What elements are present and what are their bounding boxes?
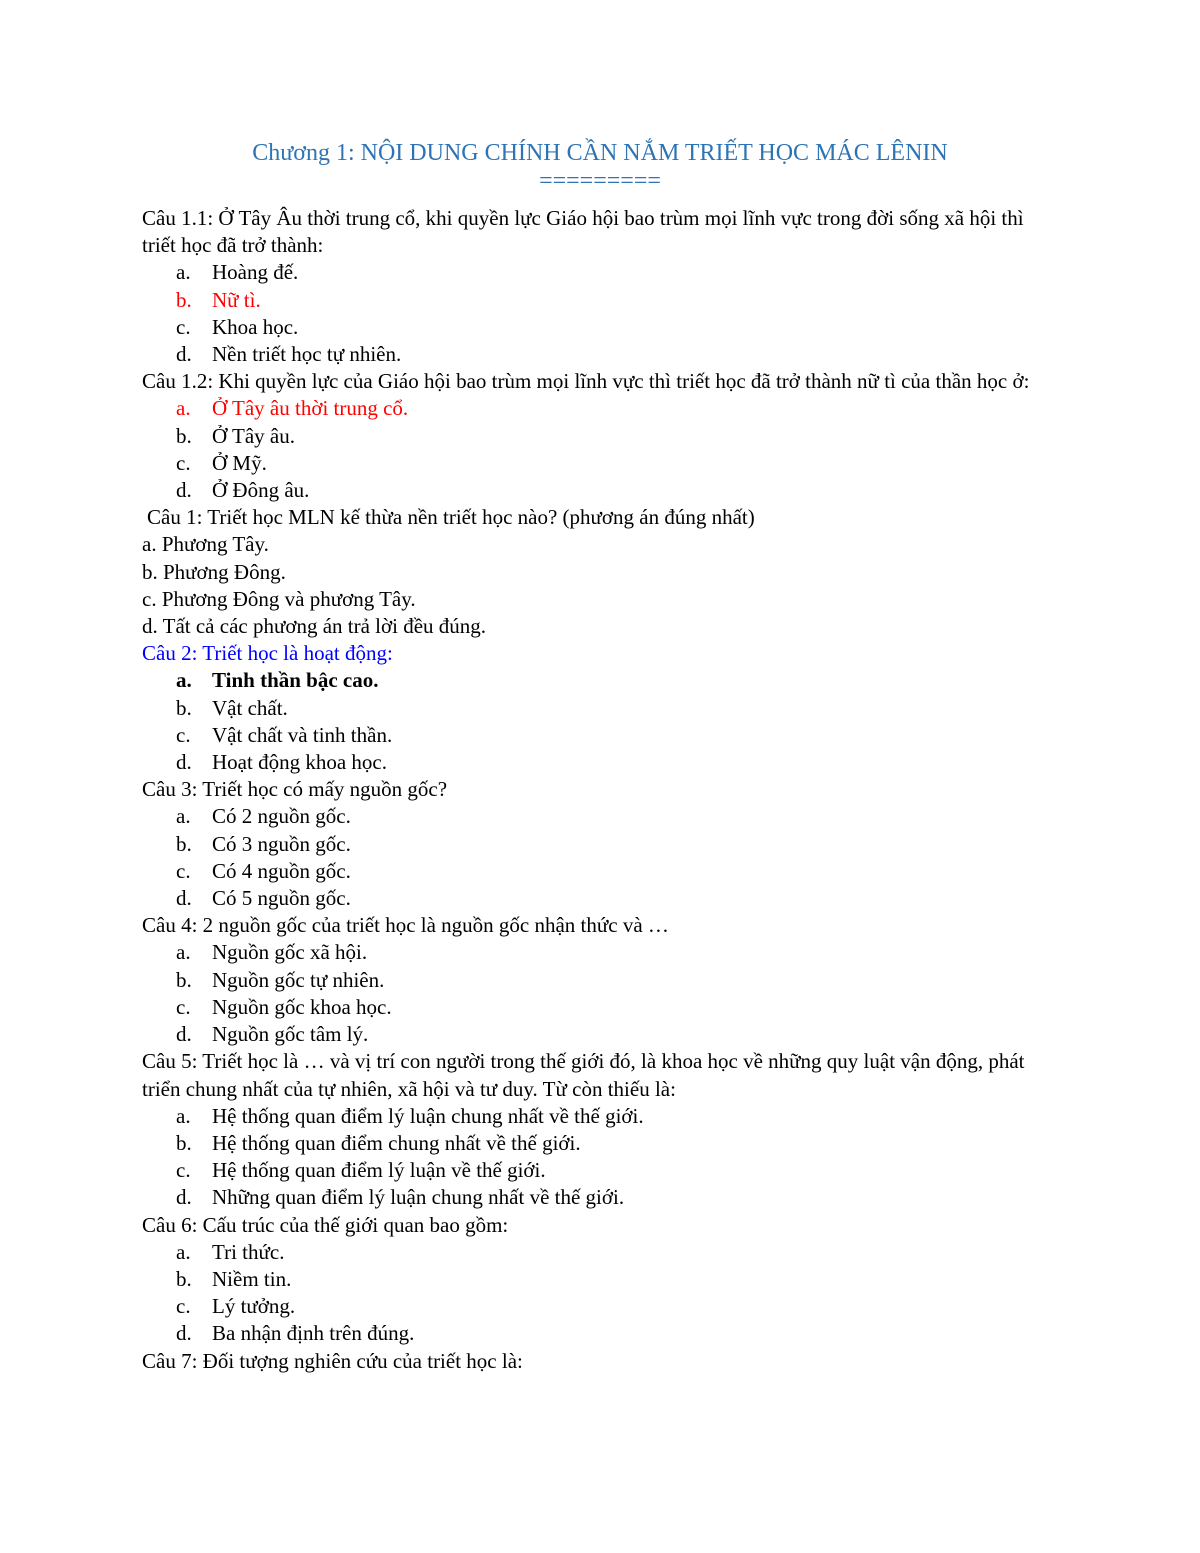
option-text: Nguồn gốc xã hội.: [212, 940, 368, 965]
question-1-2: Câu 1.2: Khi quyền lực của Giáo hội bao trùm mọi lĩnh vực thì triết học đã trở thành nữ tì của thần học ở:: [142, 369, 1030, 394]
option-letter: d.: [176, 478, 192, 503]
question-3: Câu 3: Triết học có mấy nguồn gốc?: [142, 777, 448, 802]
option-text: Ba nhận định trên đúng.: [212, 1321, 415, 1346]
option-text: Nguồn gốc tâm lý.: [212, 1022, 369, 1047]
question-2: Câu 2: Triết học là hoạt động:: [142, 641, 393, 666]
option-d: [142, 1021, 1062, 1048]
option-c: [142, 314, 1062, 341]
option-letter: a.: [176, 804, 191, 829]
option-text: Tri thức.: [212, 1239, 285, 1264]
option-b: [142, 695, 1062, 722]
question-list: [142, 205, 1062, 1375]
option-text: Ở Đông âu.: [212, 478, 310, 503]
option-text: Tinh thần bậc cao.: [212, 668, 379, 693]
option-d: [142, 1184, 1062, 1211]
option-letter: c.: [176, 314, 191, 339]
option-a: [142, 259, 1062, 286]
option-text: Hệ thống quan điểm lý luận chung nhất về thế giới.: [212, 1103, 644, 1128]
option-letter: d.: [176, 1022, 192, 1047]
option-letter: d.: [176, 886, 192, 911]
option-text: Có 3 nguồn gốc.: [212, 831, 351, 856]
option-letter: b.: [176, 423, 192, 448]
option-a-correct: [142, 667, 1062, 694]
option-c: [142, 450, 1062, 477]
option-text: Nguồn gốc tự nhiên.: [212, 967, 385, 992]
title-underline-rule: =========: [539, 168, 661, 194]
option-letter: c.: [176, 450, 191, 475]
option-text: Ở Mỹ.: [212, 450, 267, 475]
option-letter: c.: [176, 722, 191, 747]
option-a: [142, 1239, 1062, 1266]
option-d: [142, 341, 1062, 368]
option-text: Vật chất và tinh thần.: [212, 722, 393, 747]
option-d: [142, 749, 1062, 776]
question-1-1: Câu 1.1: Ở Tây Âu thời trung cổ, khi quyền lực Giáo hội bao trùm mọi lĩnh vực trong đời sống xã hội thì triết học đã trở thành:: [142, 206, 1024, 258]
option-letter: c.: [176, 1158, 191, 1183]
option-b-correct: [142, 287, 1062, 314]
option-d: d. Tất cả các phương án trả lời đều đúng.: [142, 614, 487, 639]
option-letter: b.: [176, 695, 192, 720]
option-b: [142, 1130, 1062, 1157]
option-c: [142, 722, 1062, 749]
option-text: Có 2 nguồn gốc.: [212, 804, 351, 829]
option-d: [142, 477, 1062, 504]
option-letter: d.: [176, 1185, 192, 1210]
option-letter: b.: [176, 967, 192, 992]
option-text: Nguồn gốc khoa học.: [212, 994, 392, 1019]
option-letter: b.: [176, 1266, 192, 1291]
option-b: [142, 423, 1062, 450]
option-letter: d.: [176, 750, 192, 775]
option-letter: c.: [176, 1294, 191, 1319]
question-7: Câu 7: Đối tượng nghiên cứu của triết học là:: [142, 1348, 523, 1373]
option-b: b. Phương Đông.: [142, 559, 286, 584]
option-c: [142, 1157, 1062, 1184]
option-text: Có 5 nguồn gốc.: [212, 886, 351, 911]
option-text: Nền triết học tự nhiên.: [212, 342, 402, 367]
option-letter: b.: [176, 1130, 192, 1155]
option-letter: a.: [176, 668, 192, 693]
option-a-correct: [142, 395, 1062, 422]
option-d: [142, 885, 1062, 912]
option-b: [142, 1266, 1062, 1293]
option-letter: c.: [176, 858, 191, 883]
option-letter: a.: [176, 396, 191, 421]
option-a: [142, 1103, 1062, 1130]
option-letter: c.: [176, 994, 191, 1019]
option-text: Khoa học.: [212, 314, 299, 339]
option-text: Hệ thống quan điểm lý luận về thế giới.: [212, 1158, 546, 1183]
question-1: Câu 1: Triết học MLN kế thừa nền triết học nào? (phương án đúng nhất): [147, 505, 755, 530]
question-4: Câu 4: 2 nguồn gốc của triết học là nguồn gốc nhận thức và …: [142, 913, 669, 938]
option-b: [142, 967, 1062, 994]
option-text: Hoàng đế.: [212, 260, 299, 285]
option-text: Có 4 nguồn gốc.: [212, 858, 351, 883]
question-6: Câu 6: Cấu trúc của thế giới quan bao gồm:: [142, 1212, 509, 1237]
option-c: [142, 994, 1062, 1021]
option-a: a. Phương Tây.: [142, 532, 269, 557]
option-a: [142, 803, 1062, 830]
option-text: Nữ tì.: [212, 287, 261, 312]
option-text: Hoạt động khoa học.: [212, 750, 387, 775]
option-letter: a.: [176, 940, 191, 965]
option-letter: d.: [176, 342, 192, 367]
option-d: [142, 1320, 1062, 1347]
option-text: Vật chất.: [212, 695, 288, 720]
option-letter: b.: [176, 287, 192, 312]
option-b: [142, 831, 1062, 858]
option-letter: b.: [176, 831, 192, 856]
option-c: [142, 1293, 1062, 1320]
option-letter: a.: [176, 260, 191, 285]
question-5: Câu 5: Triết học là … và vị trí con người trong thế giới đó, là khoa học về những quy luật vận động, phát triển chung nhất của tự nhiên, xã hội và tư duy. Từ còn thiếu là:: [142, 1049, 1025, 1101]
option-letter: a.: [176, 1103, 191, 1128]
option-text: Những quan điểm lý luận chung nhất về thế giới.: [212, 1185, 625, 1210]
chapter-title: Chương 1: NỘI DUNG CHÍNH CẦN NẮM TRIẾT HỌC MÁC LÊNIN: [252, 140, 948, 166]
option-letter: a.: [176, 1239, 191, 1264]
option-a: [142, 939, 1062, 966]
option-c: c. Phương Đông và phương Tây.: [142, 586, 416, 611]
option-text: Niềm tin.: [212, 1266, 292, 1291]
option-letter: d.: [176, 1321, 192, 1346]
option-text: Lý tưởng.: [212, 1294, 296, 1319]
option-c: [142, 858, 1062, 885]
option-text: Hệ thống quan điểm chung nhất về thế giới.: [212, 1130, 581, 1155]
option-text: Ở Tây âu.: [212, 423, 296, 448]
option-text: Ở Tây âu thời trung cổ.: [212, 396, 409, 421]
